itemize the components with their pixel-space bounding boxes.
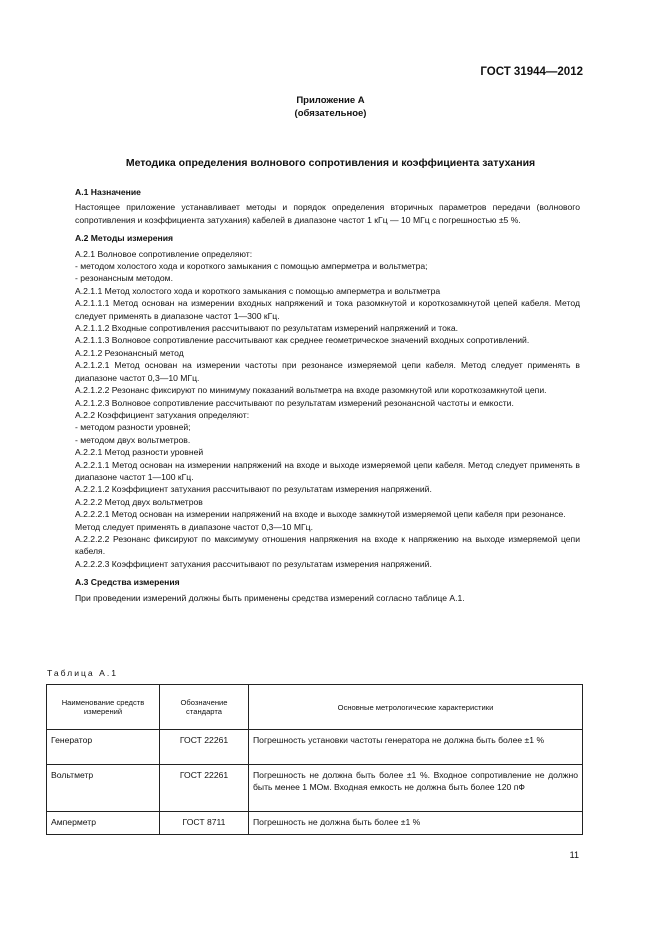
section-a1-text: Настоящее приложение устанавливает методы и порядок определения вторичных параметров передачи (волнового сопротивления и коэффициента затухания) кабелей в диапазоне частот 1 кГц — 10 МГц с погрешностью ±5 %.	[75, 202, 580, 225]
standard-number: ГОСТ 31944—2012	[480, 66, 583, 78]
table-cell: Вольтметр	[47, 765, 160, 812]
section-a2-line: А.2.1.1.3 Волновое сопротивление рассчитывают как среднее геометрическое значений входных сопротивлений.	[75, 335, 530, 346]
section-a2-line: А.2.2.1 Метод разности уровней	[75, 447, 204, 458]
section-a2-line: А.2.2.2.3 Коэффициент затухания рассчитывают по результатам измерения напряжений.	[75, 558, 432, 569]
table-cell: Погрешность установки частоты генератора не должна быть более ±1 %	[249, 730, 583, 765]
section-a2-line: - методом разности уровней;	[75, 422, 191, 433]
section-a2-line: А.2.2 Коэффициент затухания определяют:	[75, 409, 250, 420]
section-a2-line: А.2.2.2 Метод двух вольтметров	[75, 496, 203, 507]
section-a2-line: А.2.1.1.2 Входные сопротивления рассчитывают по результатам измерений напряжений и тока.	[75, 323, 459, 334]
table-header-cell: Обозначение стандарта	[160, 685, 249, 730]
section-a2-line: А.2.1.2.3 Волновое сопротивление рассчитывают по результатам измерений резонансной частоты и емкости.	[75, 397, 514, 408]
table-cell: ГОСТ 22261	[160, 765, 249, 812]
section-a2-line: - методом двух вольтметров.	[75, 434, 191, 445]
table-row	[47, 765, 583, 812]
appendix-title: Приложение А	[296, 95, 365, 106]
table-header-cell: Основные метрологические характеристики	[249, 685, 583, 730]
document-body	[75, 180, 580, 604]
section-a3-text: При проведении измерений должны быть применены средства измерений согласно таблице А.1.	[75, 592, 465, 603]
table-header-row	[47, 685, 583, 730]
section-a2-line: А.2.1 Волновое сопротивление определяют:	[75, 248, 253, 259]
section-heading-a3: А.3 Средства измерения	[75, 577, 180, 588]
section-heading-a1: А.1 Назначение	[75, 187, 141, 197]
table-cell: Генератор	[47, 730, 160, 765]
section-a2-line: А.2.1.2.2 Резонанс фиксируют по минимуму показаний вольтметра на входе разомкнутой или короткозамкнутой цепи.	[75, 385, 547, 396]
section-a2-line: А.2.2.2.1 Метод основан на измерении напряжений на входе и выходе замкнутой измеряемой цепи кабеля при резонансе.	[75, 509, 566, 520]
section-a2-line: А.2.1.1.1 Метод основан на измерении входных напряжений и тока разомкнутой и короткозамкнутой цепей кабеля. Метод следует применять в диапазоне частот 1—300 кГц.	[75, 298, 580, 321]
section-a2-line: А.2.1.2.1 Метод основан на измерении частоты при резонансе измеряемой цепи кабеля. Метод следует применять в диапазоне частот 0,3—10 МГц.	[75, 360, 580, 383]
appendix-status: (обязательное)	[294, 108, 367, 119]
section-a2-lines	[75, 248, 580, 571]
page-number: 11	[569, 850, 579, 860]
section-a2-line: А.2.1.2 Резонансный метод	[75, 347, 184, 358]
table-row	[47, 730, 583, 765]
section-a2-line: А.2.2.1.1 Метод основан на измерении напряжений на входе и выходе измеряемой цепи кабеля. Метод следует применять в диапазоне частот 1—100 кГц.	[75, 459, 580, 482]
measurement-instruments-table	[46, 684, 583, 835]
section-a2-line: А.2.1.1 Метод холостого хода и короткого замыкания с помощью амперметра и вольтметра	[75, 285, 441, 296]
table-cell: ГОСТ 22261	[160, 730, 249, 765]
section-a2-line: А.2.2.2.2 Резонанс фиксируют по максимуму отношения напряжения на входе к напряжению на выходе измеряемой цепи кабеля.	[75, 533, 580, 557]
section-a2-line: - методом холостого хода и короткого замыкания с помощью амперметра и вольтметра;	[75, 261, 428, 272]
document-title: Методика определения волнового сопротивления и коэффициента затухания	[125, 157, 536, 169]
table-cell: Погрешность не должна быть более ±1 %. Входное сопротивление не должно быть менее 1 МОм. Входная емкость не должна быть более 120 пФ	[249, 765, 583, 812]
table-row	[47, 812, 583, 835]
table-cell: Амперметр	[47, 812, 160, 835]
section-a2-line: - резонансным методом.	[75, 273, 173, 284]
section-a2-line: А.2.2.1.2 Коэффициент затухания рассчитывают по результатам измерения напряжений.	[75, 484, 432, 495]
table-header-cell: Наименование средств измерений	[47, 685, 160, 730]
section-heading-a2: А.2 Методы измерения	[75, 233, 173, 244]
section-a2-line: Метод следует применять в диапазоне частот 0,3—10 МГц.	[75, 521, 313, 532]
table-label: Таблица А.1	[47, 668, 118, 678]
table-cell: ГОСТ 8711	[160, 812, 249, 835]
table-cell: Погрешность не должна быть более ±1 %	[249, 812, 583, 835]
